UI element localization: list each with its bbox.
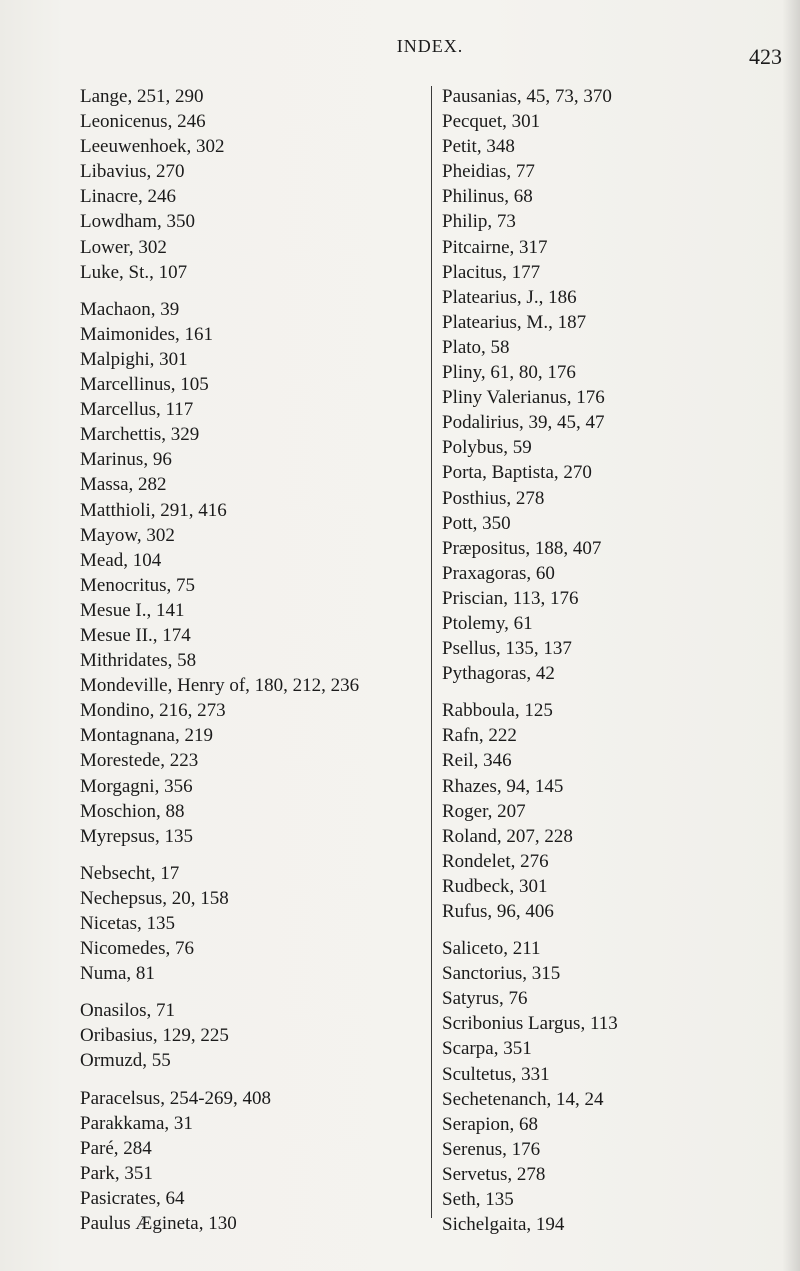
index-entry: Mondeville, Henry of, 180, 212, 236 bbox=[80, 675, 360, 697]
index-entry: Serenus, 176 bbox=[442, 1138, 541, 1160]
index-entry: Posthius, 278 bbox=[442, 487, 545, 509]
index-entry: Luke, St., 107 bbox=[80, 261, 188, 283]
index-entry: Sichelgaita, 194 bbox=[442, 1214, 565, 1236]
index-entry: Mayow, 302 bbox=[80, 524, 175, 546]
index-entry: Massa, 282 bbox=[80, 474, 167, 496]
index-entry: Leeuwenhoek, 302 bbox=[80, 136, 225, 158]
index-entry: Platearius, M., 187 bbox=[442, 311, 587, 333]
index-entry: Morgagni, 356 bbox=[80, 775, 193, 797]
index-entry: Rhazes, 94, 145 bbox=[442, 775, 564, 797]
index-column-right bbox=[442, 84, 787, 1249]
column-divider bbox=[431, 86, 432, 1218]
index-entry: Petit, 348 bbox=[442, 136, 515, 158]
index-entry: Menocritus, 75 bbox=[80, 574, 196, 596]
index-group bbox=[442, 84, 787, 686]
index-entry: Priscian, 113, 176 bbox=[442, 587, 579, 609]
page-edge-shadow bbox=[782, 0, 800, 1271]
index-entry: Ptolemy, 61 bbox=[442, 612, 533, 634]
index-entry: Pasicrates, 64 bbox=[80, 1187, 185, 1209]
index-entry: Nebsecht, 17 bbox=[80, 862, 180, 884]
index-entry: Libavius, 270 bbox=[80, 161, 185, 183]
index-entry: Scarpa, 351 bbox=[442, 1038, 532, 1060]
index-column-left bbox=[80, 84, 425, 1248]
index-entry: Pecquet, 301 bbox=[442, 111, 541, 133]
index-group bbox=[80, 84, 425, 285]
index-group bbox=[80, 861, 425, 986]
index-entry: Rufus, 96, 406 bbox=[442, 901, 554, 922]
index-entry: Marchettis, 329 bbox=[80, 424, 200, 446]
index-entry: Onasilos, 71 bbox=[80, 1000, 175, 1022]
index-entry: Plato, 58 bbox=[442, 336, 510, 358]
index-entry: Paré, 284 bbox=[80, 1137, 152, 1159]
index-entry: Rudbeck, 301 bbox=[442, 875, 548, 897]
index-entry: Mondino, 216, 273 bbox=[80, 700, 226, 722]
index-entry: Roland, 207, 228 bbox=[442, 825, 573, 847]
index-entry: Rafn, 222 bbox=[442, 725, 517, 747]
index-entry: Mead, 104 bbox=[80, 549, 162, 571]
index-entry: Numa, 81 bbox=[80, 963, 155, 985]
index-entry: Pitcairne, 317 bbox=[442, 236, 548, 258]
index-entry: Mesue I., 141 bbox=[80, 599, 185, 621]
index-entry: Myrepsus, 135 bbox=[80, 825, 193, 847]
index-entry: Pliny Valerianus, 176 bbox=[442, 387, 605, 409]
index-entry: Philip, 73 bbox=[442, 211, 516, 233]
index-entry: Lange, 251, 290 bbox=[80, 86, 204, 107]
index-entry: Roger, 207 bbox=[442, 800, 526, 822]
index-group bbox=[442, 698, 787, 924]
page-number: 423 bbox=[749, 44, 782, 69]
index-entry: Psellus, 135, 137 bbox=[442, 638, 572, 660]
index-entry: Reil, 346 bbox=[442, 750, 512, 772]
index-entry: Marcellinus, 105 bbox=[80, 374, 209, 396]
index-entry: Sanctorius, 315 bbox=[442, 963, 561, 985]
index-entry: Malpighi, 301 bbox=[80, 348, 188, 370]
index-entry: Oribasius, 129, 225 bbox=[80, 1025, 229, 1047]
index-entry: Morestede, 223 bbox=[80, 750, 199, 772]
index-entry: Maimonides, 161 bbox=[80, 323, 213, 345]
index-entry: Marinus, 96 bbox=[80, 449, 172, 471]
page-header-title: INDEX. bbox=[396, 36, 464, 56]
index-entry: Ormuzd, 55 bbox=[80, 1050, 171, 1072]
index-group bbox=[442, 936, 787, 1237]
index-entry: Servetus, 278 bbox=[442, 1163, 546, 1185]
index-entry: Paracelsus, 254-269, 408 bbox=[80, 1087, 272, 1109]
index-entry: Nicomedes, 76 bbox=[80, 938, 194, 960]
index-entry: Nechepsus, 20, 158 bbox=[80, 887, 229, 909]
index-entry: Pheidias, 77 bbox=[442, 161, 535, 183]
index-entry: Matthioli, 291, 416 bbox=[80, 499, 227, 521]
index-entry: Pliny, 61, 80, 176 bbox=[442, 362, 576, 384]
index-group bbox=[80, 998, 425, 1073]
index-entry: Mithridates, 58 bbox=[80, 650, 197, 672]
index-entry: Montagnana, 219 bbox=[80, 725, 213, 747]
index-entry: Pausanias, 45, 73, 370 bbox=[442, 86, 612, 107]
index-entry: Podalirius, 39, 45, 47 bbox=[442, 412, 605, 434]
index-entry: Linacre, 246 bbox=[80, 186, 177, 208]
index-entry: Platearius, J., 186 bbox=[442, 286, 577, 308]
index-entry: Scultetus, 331 bbox=[442, 1063, 550, 1085]
index-entry: Mesue II., 174 bbox=[80, 624, 191, 646]
index-entry: Scribonius Largus, 113 bbox=[442, 1013, 618, 1035]
index-entry: Philinus, 68 bbox=[442, 186, 533, 208]
index-entry: Nicetas, 135 bbox=[80, 913, 175, 934]
index-entry: Park, 351 bbox=[80, 1162, 153, 1184]
index-entry: Parakkama, 31 bbox=[80, 1112, 193, 1134]
index-entry: Porta, Baptista, 270 bbox=[442, 462, 592, 484]
index-entry: Machaon, 39 bbox=[80, 298, 180, 320]
index-entry: Lowdham, 350 bbox=[80, 211, 196, 233]
index-entry: Pott, 350 bbox=[442, 512, 511, 534]
index-entry: Pythagoras, 42 bbox=[442, 663, 555, 685]
index-entry: Seth, 135 bbox=[442, 1189, 514, 1211]
index-entry: Praxagoras, 60 bbox=[442, 562, 555, 584]
index-entry: Marcellus, 117 bbox=[80, 399, 194, 421]
index-group bbox=[80, 1086, 425, 1237]
index-entry: Rondelet, 276 bbox=[442, 850, 549, 872]
index-group bbox=[80, 297, 425, 849]
index-entry: Rabboula, 125 bbox=[442, 700, 553, 722]
index-entry: Paulus Ægineta, 130 bbox=[80, 1213, 237, 1235]
index-entry: Saliceto, 211 bbox=[442, 938, 541, 960]
index-entry: Sechetenanch, 14, 24 bbox=[442, 1088, 604, 1110]
index-entry: Satyrus, 76 bbox=[442, 988, 528, 1010]
index-entry: Præpositus, 188, 407 bbox=[442, 537, 602, 559]
index-entry: Lower, 302 bbox=[80, 236, 167, 258]
index-entry: Leonicenus, 246 bbox=[80, 111, 206, 133]
index-entry: Serapion, 68 bbox=[442, 1113, 539, 1135]
index-entry: Moschion, 88 bbox=[80, 800, 185, 822]
index-entry: Placitus, 177 bbox=[442, 261, 541, 283]
index-entry: Polybus, 59 bbox=[442, 437, 532, 459]
